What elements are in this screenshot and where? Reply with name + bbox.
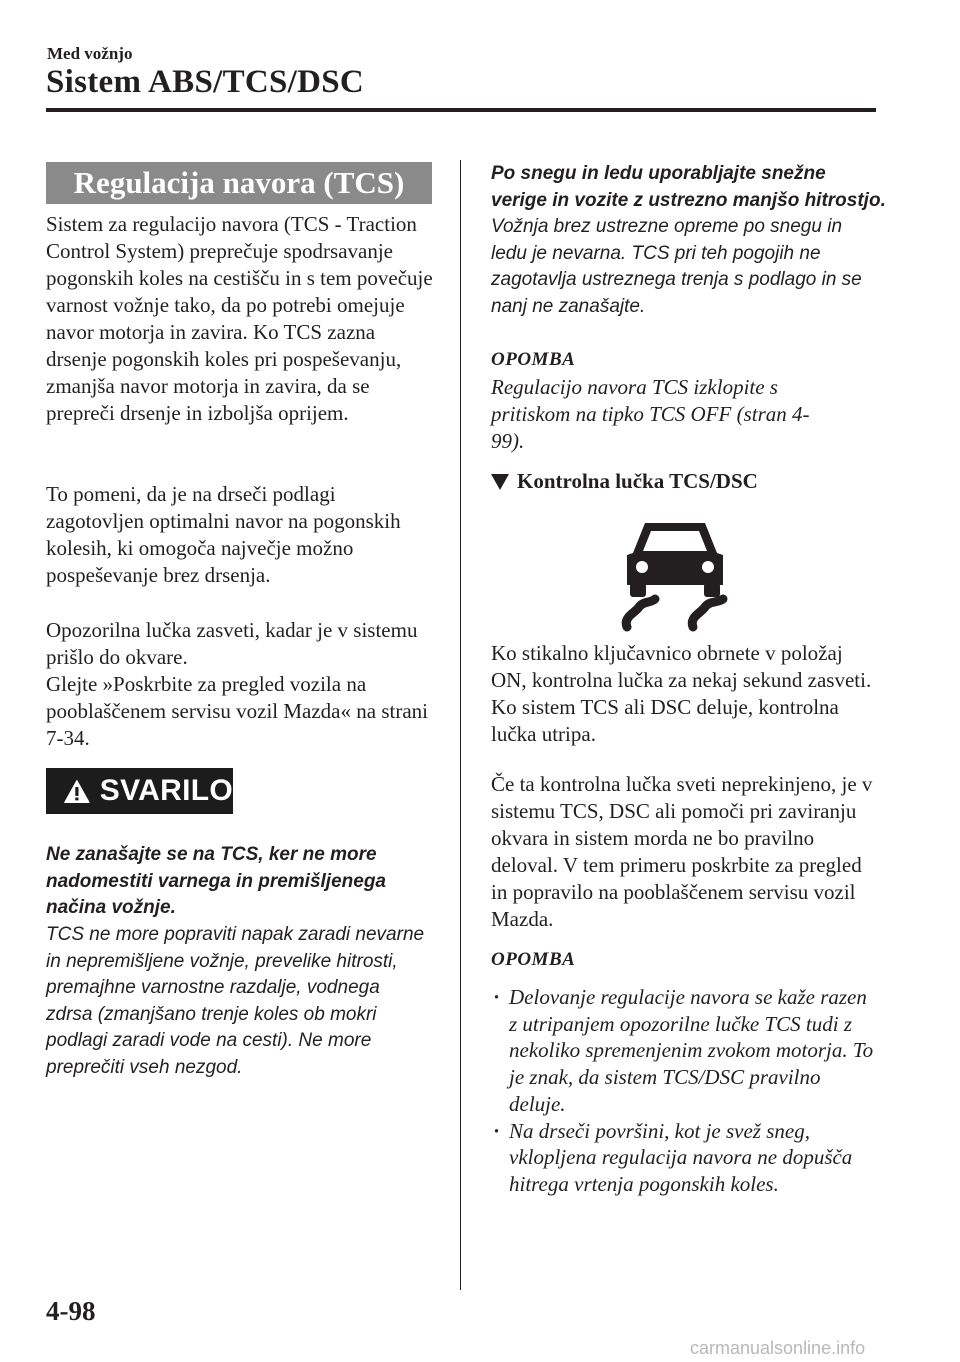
caution-body: Vožnja brez ustrezne opreme po snegu in ledu je nevarna. TCS pri teh pogojih ne zagotavlja ustreznega trenja s podlago in se nanj ne zanašajte.	[491, 216, 862, 317]
page-number: 4-98	[46, 1296, 96, 1326]
intro-paragraph: Sistem za regulacijo navora (TCS - Traction Control System) preprečuje spodrsavanje pogonskih koles na cestišču in s tem povečuje varnost vožnje tako, da po potrebi omejuje navor motorja in zavira. Ko TCS zazna drsenje pogonskih koles pri pospeševanju, zmanjša navor motorja in zavira, da se prepreči drsenje in izboljša oprijem.	[46, 212, 433, 425]
tcs-dsc-indicator-icon	[615, 515, 735, 633]
watermark: carmanualsonline.info	[690, 1338, 866, 1358]
breadcrumb: Med vožnjo	[47, 44, 133, 63]
note-label: OPOMBA	[491, 949, 576, 970]
warning-label: SVARILO	[99, 774, 233, 807]
caution-heading: Po snegu in ledu uporabljajte snežne verige in vozite z ustrezno manjšo hitrostjo.	[491, 163, 886, 211]
note-text: Regulacijo navora TCS izklopite s pritiskom na tipko TCS OFF (stran 4-99).	[491, 375, 810, 453]
list-item: · Delovanje regulacije navora se kaže razen z utripanjem opozorilne lučke TCS tudi z nekoliko spremenjenim zvokom motorja. To je znak, da sistem TCS/DSC pravilno deluje.	[491, 984, 876, 1118]
chapter-title: Sistem ABS/TCS/DSC	[46, 64, 365, 100]
triangle-bullet-icon	[491, 474, 509, 490]
note-list	[491, 984, 876, 1198]
list-item: · Na drseči površini, kot je svež sneg, vklopljena regulacija navora ne dopušča hitrega vrtenja pogonskih koles.	[491, 1118, 876, 1198]
warning-triangle-icon	[64, 777, 90, 806]
warning-badge	[46, 768, 233, 814]
warning-light-paragraph: Opozorilna lučka zasveti, kadar je v sistemu prišlo do okvare. Glejte »Poskrbite za pregled vozila na pooblaščenem servisu vozil Mazda« na strani 7-34.	[46, 618, 428, 750]
optimal-torque-paragraph: To pomeni, da je na drseči podlagi zagotovljen optimalni navor na pogonskih kolesih, ki omogoča največje možno pospeševanje brez drsenja.	[46, 482, 401, 587]
column-divider	[460, 160, 461, 1290]
indicator-steady-paragraph: Če ta kontrolna lučka sveti neprekinjeno, je v sistemu TCS, DSC ali pomoči pri zaviranju okvara in sistem morda ne bo pravilno deloval. V tem primeru poskrbite za pregled in popravilo na pooblaščenem servisu vozil Mazda.	[491, 772, 873, 931]
section-title: Regulacija navora (TCS)	[46, 162, 432, 204]
warning-heading: Ne zanašajte se na TCS, ker ne more nadomestiti varnega in premišljenega načina vožnje.	[46, 844, 386, 918]
subsection-heading	[491, 469, 758, 494]
header-divider	[46, 108, 876, 112]
note-label: OPOMBA	[491, 349, 576, 370]
warning-body: TCS ne more popraviti napak zaradi nevarne in nepremišljene vožnje, prevelike hitrosti, premajhne varnostne razdalje, vodnega zdrsa (zmanjšano trenje koles ob mokri podlagi zaradi vode na cesti). Ne more preprečiti vseh nezgod.	[46, 924, 425, 1078]
subsection-title: Kontrolna lučka TCS/DSC	[517, 469, 758, 493]
indicator-on-paragraph: Ko stikalno ključavnico obrnete v položaj ON, kontrolna lučka za nekaj sekund zasveti. Ko sistem TCS ali DSC deluje, kontrolna lučka utripa.	[491, 641, 872, 746]
